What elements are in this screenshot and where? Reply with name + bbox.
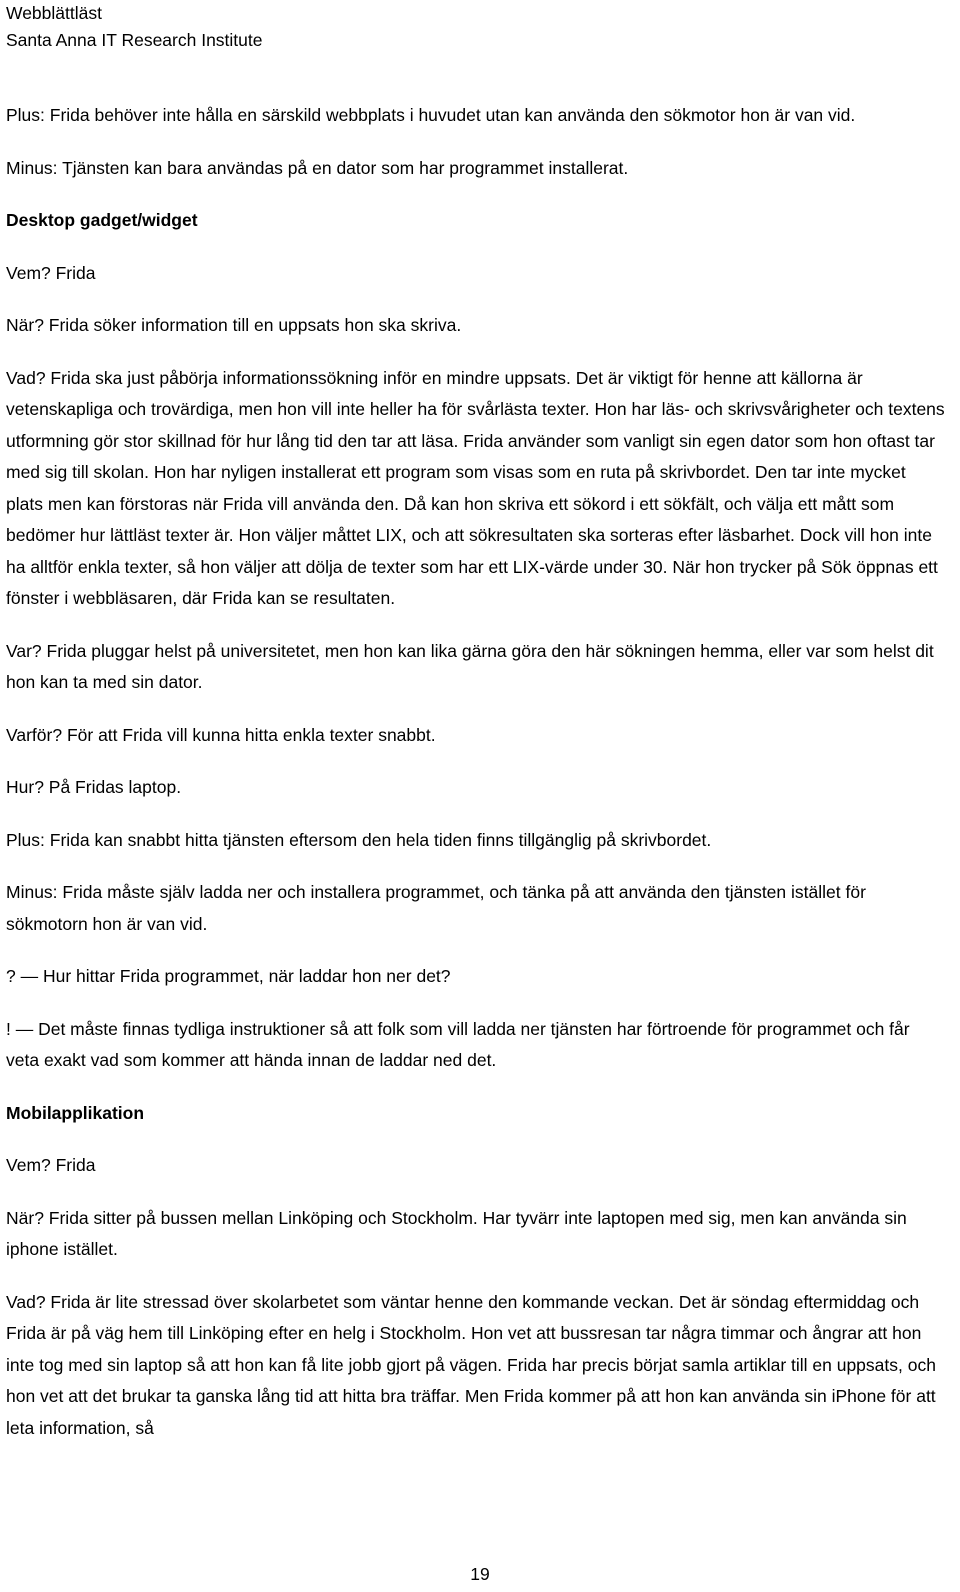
paragraph: Minus: Tjänsten kan bara användas på en dator som har programmet installerat. [6,157,629,178]
document-body [6,100,946,1465]
paragraph: Vad? Frida ska just påbörja informationssökning inför en mindre uppsats. Det är viktigt för henne att källorna är vetenskapliga och trovärdiga, men hon vill inte heller ha för svårlästa texter. Hon har läs- och skrivsvårigheter och textens utformning gör stor skillnad för hur lång tid den tar att läsa. Frida använder som vanligt sin egen dator som hon oftast tar med sig till skolan. Hon har nyligen installerat ett program som visas som en ruta på skrivbordet. Den tar inte mycket plats men kan förstoras när Frida vill använda den. Då kan hon skriva ett sökord i ett sökfält, och välja ett mått som bedömer hur lättläst texter är. Hon väljer måttet LIX, och att sökresultaten ska sorteras efter läsbarhet. Dock vill hon inte ha alltför enkla texter, så hon väljer att dölja de texter som har ett LIX-värde under 30. När hon trycker på Sök öppnas ett fönster i webbläsaren, där Frida kan se resultaten. [6,367,945,608]
paragraph: Minus: Frida måste själv ladda ner och installera programmet, och tänka på att använda den tjänsten istället för sökmotorn hon är van vid. [6,882,866,934]
paragraph: Vem? Frida [6,1155,96,1175]
section-heading: Desktop gadget/widget [6,210,198,230]
document-title: Webblättläst [6,3,102,23]
page-number: 19 [470,1564,490,1584]
paragraph: Plus: Frida behöver inte hålla en särskild webbplats i huvudet utan kan använda den sökmotor hon är van vid. [6,105,856,125]
paragraph: ! — Det måste finnas tydliga instruktioner så att folk som vill ladda ner tjänsten har förtroende för programmet och får veta exakt vad som kommer att hända innan de laddar ned det. [6,1018,910,1070]
paragraph: Varför? För att Frida vill kunna hitta enkla texter snabbt. [6,724,436,745]
paragraph: När? Frida söker information till en uppsats hon ska skriva. [6,315,462,335]
paragraph: Var? Frida pluggar helst på universitetet, men hon kan lika gärna göra den här sökningen hemma, eller var som helst dit hon kan ta med sin dator. [6,640,934,692]
paragraph: När? Frida sitter på bussen mellan Linköping och Stockholm. Har tyvärr inte laptopen med sig, men kan använda sin iphone istället. [6,1207,907,1259]
section-heading: Mobilapplikation [6,1102,145,1123]
paragraph: Vem? Frida [6,262,96,283]
paragraph: Hur? På Fridas laptop. [6,777,182,797]
paragraph: Vad? Frida är lite stressad över skolarbetet som väntar henne den kommande veckan. Det är söndag eftermiddag och Frida är på väg hem till Linköping efter en helg i Stockholm. Hon vet att bussresan tar några timmar och ångrar att hon inte tog med sin laptop så att hon kan få lite jobb gjort på vägen. Frida har precis börjat samla artiklar till en uppsats, och hon vet att det brukar ta ganska lång tid att hitta bra träffar. Men Frida kommer på att hon kan använda sin iPhone för att leta information, så [6,1291,936,1438]
paragraph: Plus: Frida kan snabbt hitta tjänsten eftersom den hela tiden finns tillgänglig på skrivbordet. [6,829,712,850]
institute-name: Santa Anna IT Research Institute [6,30,263,50]
paragraph: ? — Hur hittar Frida programmet, när laddar hon ner det? [6,966,451,986]
page-header [6,0,263,54]
